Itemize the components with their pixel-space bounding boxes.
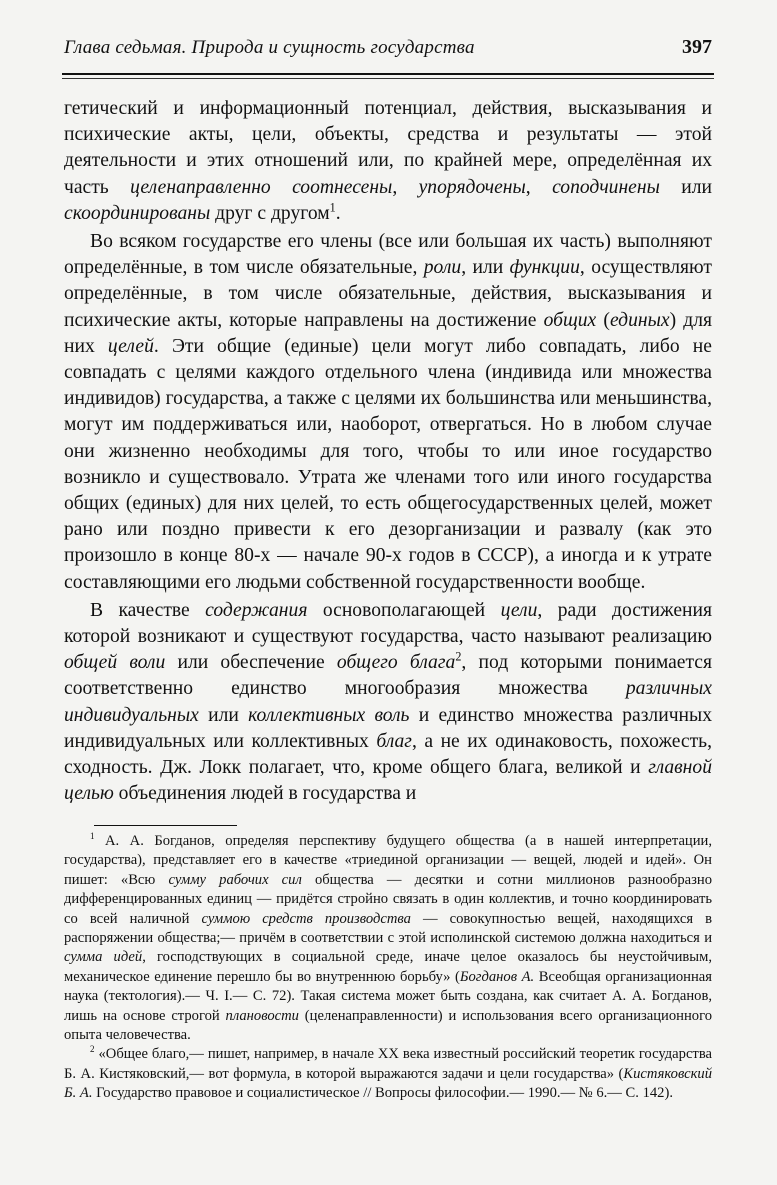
text-run: (: [596, 309, 610, 331]
footnote: [64, 832, 712, 1045]
footnote-marker: 2: [90, 1044, 95, 1055]
paragraph: [64, 96, 712, 227]
emphasis-text: плановости: [225, 1007, 299, 1024]
emphasis-text: целенаправленно соотнесены: [130, 176, 393, 198]
header-rule-thin: [62, 78, 714, 79]
text-run: друг с другом: [210, 202, 330, 224]
text-run: «Общее благо,— пишет, например, в начале XX века известный российский теоретик государства Б. А. Кистяковский,— вот формула, в которой выражаются задачи и цели государства» (: [64, 1046, 712, 1082]
text-run: гетический и информационный потенциал, действия, высказывания и психические акты, цели, объекты, средства и результаты — этой деятельности и этих отношений или, по крайней мере, определённая их часть: [64, 98, 712, 198]
footnote-marker: 1: [329, 200, 336, 215]
emphasis-text: скоординированы: [64, 202, 211, 224]
text-run: ,: [392, 176, 419, 198]
emphasis-text: сумма идей: [64, 949, 143, 966]
header-rule: [62, 73, 714, 75]
page-header: [64, 36, 712, 59]
footnote-separator: [94, 825, 237, 826]
emphasis-text: сумму рабочих сил: [168, 871, 302, 888]
text-run: , под которыми понимается соответственно единство многообразия множества: [64, 652, 712, 700]
emphasis-text: Богданов А.: [459, 968, 535, 985]
footnote-marker: 1: [90, 831, 95, 842]
text-run: , а не их одинаковость, похожесть, сходность. Дж. Локк полагает, что, кроме общего блага, великой и: [64, 730, 713, 779]
emphasis-text: суммою средств производства: [201, 910, 411, 927]
text-run: В качестве: [90, 599, 206, 621]
page-number: 397: [682, 36, 712, 58]
text-run: , ради достижения которой возникают и существуют государства, часто называют реализацию: [64, 599, 713, 648]
emphasis-text: единых: [609, 309, 670, 331]
emphasis-text: главной целью: [64, 757, 712, 805]
footnote-marker: 2: [455, 649, 462, 664]
text-run: Государство правовое и социалистическое // Вопросы философии.— 1990.— № 6.— С. 142).: [92, 1085, 673, 1102]
emphasis-text: функции: [509, 257, 580, 279]
emphasis-text: коллективных воль: [248, 704, 410, 726]
emphasis-text: цели: [500, 599, 538, 621]
text-run: . Эти общие (единые) цели могут либо совпадать, либо не совпадать с целями каждого отдельного члена (индивида или множества индивидов) государства, а также с целями их большинства или меньшинства, могут им поддерживаться или, наоборот, отвергаться. Но в любом случае они жизненно необходимы для того, чтобы то или иное государство возникло и существовало. Утрата же членами того или иного государства общих (единых) для них целей, то есть общегосударственных целей, может рано или поздно привести к его дезорганизации и развалу (как это произошло в конце 80-х — начале 90-х годов в СССР), а иногда и к утрате составляющими его людьми собственной государственности вообще.: [64, 335, 712, 593]
text-run: ,: [525, 176, 553, 198]
text-run: объединения людей в государства и: [113, 783, 417, 805]
footnote: [64, 1045, 712, 1103]
emphasis-text: общих: [543, 309, 597, 331]
paragraph: [64, 598, 712, 808]
text-run: Всеобщая организационная наука (тектология).— Ч. I.— С. 72). Такая система может быть создана, как считает А. А. Богданов, лишь на основе строгой: [64, 968, 712, 1024]
emphasis-text: общей воли: [64, 652, 166, 674]
text-run: , осуществляют определённые, в том числе обязательные, действия, высказывания и психические акты, которые направлены на достижение: [64, 257, 712, 331]
text-run: А. А. Богданов, определяя перспективу будущего общества (а в нашей интерпретации, государства), представляет его в качестве «триединой организации — вещей, людей и идей». Он пишет: «Всю: [64, 833, 712, 888]
text-run: .: [335, 202, 341, 224]
emphasis-text: упорядочены: [418, 176, 526, 198]
text-run: , или: [461, 257, 510, 279]
text-run: общества — десятки и сотни миллионов разнообразно дифференцированных единиц — придётся стройно связать в один коллектив, и точно координировать со всей наличной: [64, 871, 712, 927]
running-head: Глава седьмая. Природа и сущность государства: [64, 37, 475, 58]
emphasis-text: благ: [376, 730, 412, 752]
paragraph: [64, 229, 712, 596]
emphasis-text: роли: [423, 257, 462, 279]
text-run: , господствующих в социальной среде, иначе целое оказалось бы неустойчивым, механическое единение перешло бы во внутреннюю борьбу» (: [64, 949, 712, 985]
text-run: Во всяком государстве его члены (все или большая их часть) выполняют определённые, в том числе обязательные,: [64, 231, 712, 279]
emphasis-text: целей: [107, 335, 154, 357]
emphasis-text: различных индивидуальных: [64, 678, 712, 726]
emphasis-text: соподчинены: [552, 176, 660, 198]
emphasis-text: Кистяковский Б. А.: [64, 1065, 712, 1102]
text-run: основополагающей: [307, 599, 501, 621]
text-run: (целенаправленности) и использования всего организационного опыта человечества.: [64, 1007, 712, 1044]
text-run: и единство множества различных индивидуальных или коллективных: [64, 704, 712, 752]
emphasis-text: общего блага: [336, 652, 456, 674]
main-text: [64, 96, 712, 807]
text-run: или: [198, 704, 249, 726]
text-run: или обеспечение: [165, 652, 337, 674]
text-run: ) для них: [64, 309, 713, 357]
text-run: — совокупностью вещей, находящихся в распоряжении общества;— причём в соответствии с этой исполинской системою должна находиться и: [64, 910, 712, 947]
footnotes: [64, 832, 712, 1104]
text-run: или: [659, 176, 712, 198]
emphasis-text: содержания: [205, 599, 308, 621]
